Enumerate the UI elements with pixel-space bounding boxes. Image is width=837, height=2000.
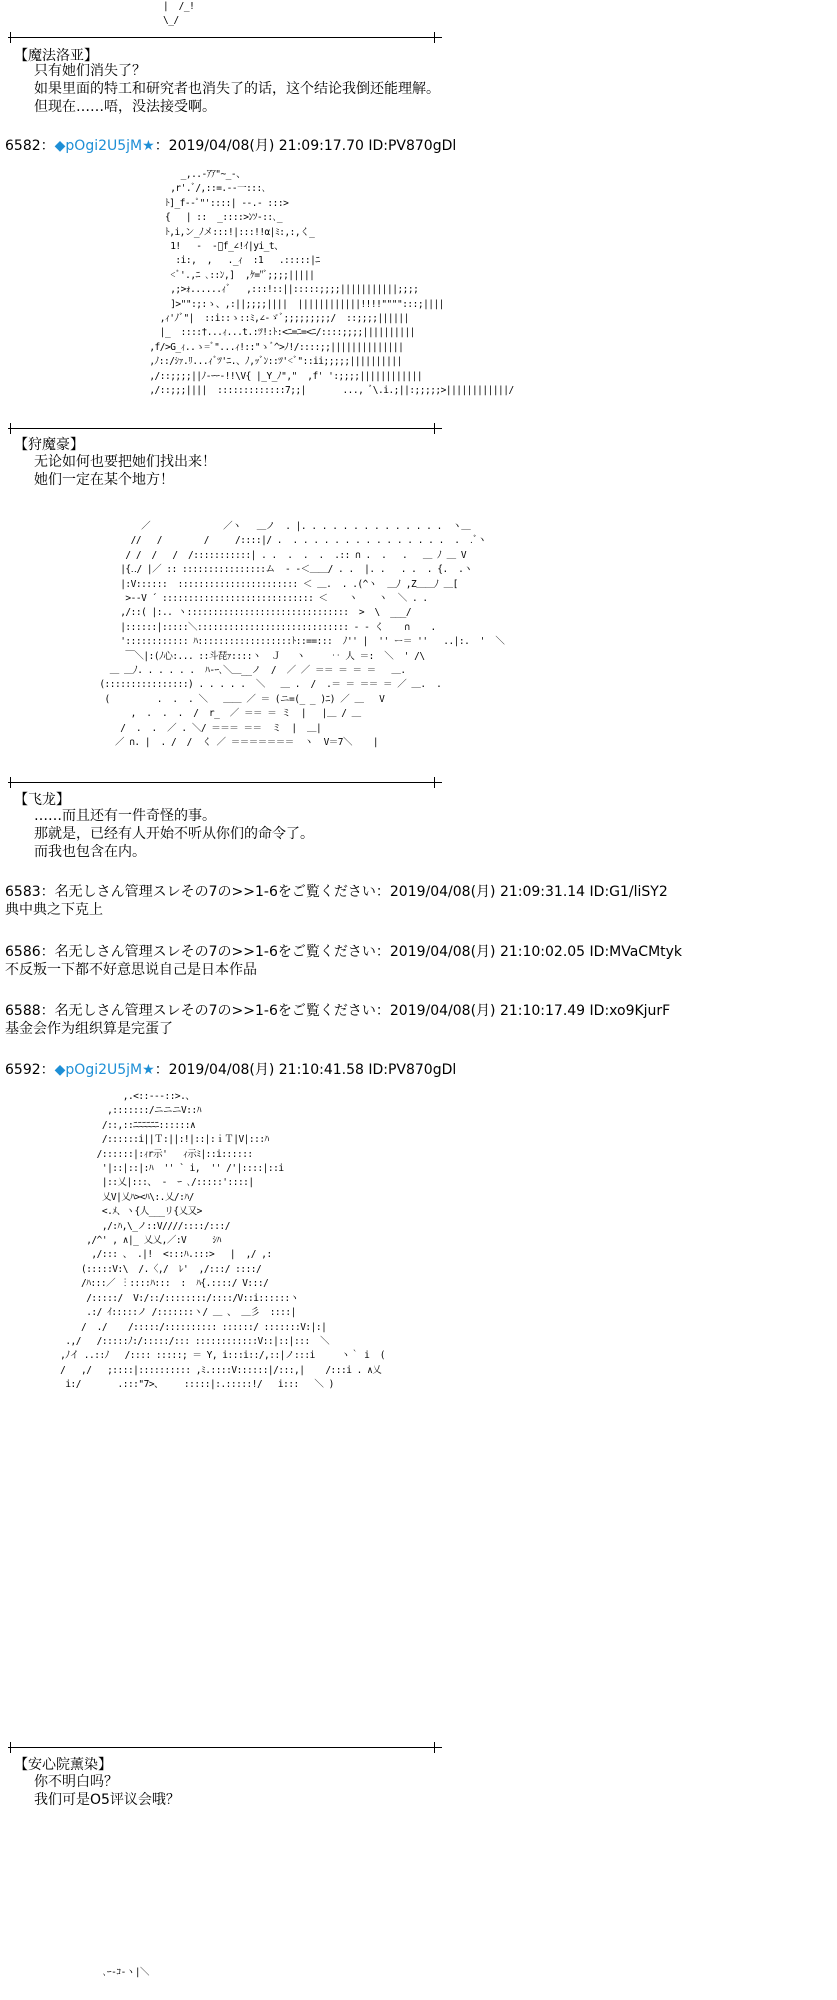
- post-header: 6592：◆pOgi2U5jM★：2019/04/08(月) 21:10:41.58 ID:PV870gDl: [5, 1062, 457, 1078]
- separator-3-tick-left: [10, 777, 11, 788]
- tripcode-link[interactable]: ◆pOgi2U5jM: [54, 1062, 143, 1078]
- star-icon: ★: [142, 138, 155, 154]
- separator-2-tick-right: [434, 423, 435, 434]
- separator-4-tick-right: [434, 1742, 435, 1753]
- ascii-art-1: _,..-ｱｱ"~_-、 ,r'.ﾞ/,::=.-‐一:::､ ﾄ]_f-‐ﾟ"'::::| ‐-.‐ :::> { | :: _::::>ﾝｿ-::､_ ﾄ,i,ン_ﾉメ:::!|:::!!α|ﾐ:,:,く_ 1! ‐ -ﾞf_∠!ｲ|yi_t、 :i:, , ._ｨ :1 .:::::|ﾆ <ﾞ'.,ﾆ ､::ﾝ,] ,ｹ="ﾞ;;;;||||| ,;>ｫ......ｨﾞ ,:::!::||:::::;;;;|||||||||||;;;; ]>"":;:ゝ、,:||;;;;|||| ||||||||||||!!!!"""":::;|||| ,ｨ'ﾉﾞ"| ::i::ゝ::ﾐ,∠-ゞﾞ;;;;;;;;;/ ::;;;;|||||| |_ ::::†...ｨ...t.:ﾂ!:ﾄ:<ﾆ=ﾆ=<ﾆ/::::;;;;|||||||||| ,f/>G_ｨ..ゝ=ﾞ"...ｨ!::"ゝﾞ^>ﾉ!/::::;;|||||||||||||| ,ﾉ::/ｼｧ.ﾘ...ｨﾞﾂ'ﾆ.、ﾉ,ｯﾞﾝ::ﾂ'<ﾞ"::ii;;;;;|||||||||| ,/::;;;;||ﾉ-ｰｰ-!!\V{ |_Y_ﾉ"," ,f' ':;;;;|||||||||||| ,/::;;;|||| :::::::::::::7;;| ..., ﾞ\.i.;||:;;;;;>||||||||||||/: [149, 169, 514, 397]
- dialogue-line: 只有她们消失了？: [34, 63, 146, 79]
- post-body: 典中典之下克上: [5, 902, 103, 918]
- speaker-tag: 【飞龙】: [14, 792, 70, 808]
- dialogue-line: 如果里面的特工和研究者也消失了的话，这个结论我倒还能理解。: [34, 81, 440, 97]
- ascii-art-3: ,.<::‐‐‐::>.、 ,:::::::/ニニニV::ﾊ /::,::ﾆﾆﾆﾆﾆﾆ::::::∧ /::::::i||Ｔ:||:!|::|:ｉＴ|V|:::ﾊ /::::::|:ｨr示' ｨ示ﾐ|::i:::::: '|::|::|:ﾊ '' ` i, '' /'|::::|::i |::乂|:::、 ‐ ｰ ､/:::::'::::| 乂V|乂ﾊ><ﾊ\:.乂/:ﾊ/ <.ﾒ、ヽ{人___リ{乂又> ,/:ﾊ,\_ノ::V////::::/:::/ ,/^' , ∧|_ 乂乂,／:V ｼﾊ ,/::: 、 .|! <:::ﾊ.:::> | ,/ ,: (:::::V:\ /.〈,/ ﾚ' ,/:::/ ::::/ /ﾊ:::／ ︙::::ﾊ::: : ﾊ{.::::/ V:::/ /:::::/ V:/::/::::::::/::::/V::i::::::ヽ .:/ ｲ:::::ノ /:::::::ヽ/ ＿ 、 ＿彡 ::::| / ./ /:::::/:::::::::: ::::::/ :::::::V:|:| .,/ /:::::ﾉ:/:::::/::: ::::::::::::V::|::|::: ＼ ,ﾉイ ..::ﾉ /:::: :::::; ＝ Y, i:::i::/,::|ノ:::i ヽ｀ i ( / ,/ ;::::|:::::::::: ,ﾐ.::::V::::::|/:::,| /:::i . ∧乂 i:/ .:::"7>、 :::::|:.:::::!/ i::: ＼ ): [60, 1091, 386, 1391]
- separator-3: [8, 782, 442, 783]
- dialogue-line: 但现在……唔，没法接受啊。: [34, 99, 216, 115]
- speaker-tag: 【狩魔豪】: [14, 437, 84, 453]
- dialogue-line: 那就是，已经有人开始不听从你们的命令了。: [34, 826, 314, 842]
- separator-3-tick-right: [434, 777, 435, 788]
- separator-1-tick-right: [434, 32, 435, 43]
- separator-2-tick-left: [10, 423, 11, 434]
- separator-4-tick-left: [10, 1742, 11, 1753]
- dialogue-line: 而我也包含在内。: [34, 844, 146, 860]
- dialogue-line: 无论如何也要把她们找出来！: [34, 454, 216, 470]
- top-ascii-fragment: | /_! \_/: [163, 1, 195, 27]
- star-icon: ★: [142, 1062, 155, 1078]
- dialogue-line: 她们一定在某个地方！: [34, 472, 174, 488]
- speaker-tag: 【安心院薰染】: [14, 1757, 112, 1773]
- speaker-tag: 【魔法洛亚】: [14, 48, 98, 64]
- tripcode-link[interactable]: ◆pOgi2U5jM: [54, 138, 143, 154]
- post-header: 6583：名无しさん管理スレその7の>>1-6をご覧ください：2019/04/08(月) 21:09:31.14 ID:G1/liSY2: [5, 884, 668, 900]
- dialogue-line: ……而且还有一件奇怪的事。: [34, 808, 216, 824]
- dialogue-line: 你不明白吗？: [34, 1774, 118, 1790]
- ascii-art-2: ／ ／ヽ ＿ノ . |. . . . . . . . . . . . . . ヽ＿ // / / /::::|/ . . . . . . . . . . . . . . . . . .ﾞヽ / / / / /:::::::::::| . . . . . .:: ∩ . . . ＿ ﾉ ＿ V |{‥/ |／ :: ::::::::::::::::ム ‐ -＜＿＿/ . . |. . . . . {. .ヽ |:V:::::: ::::::::::::::::::::::: ＜ ＿. . .(^ヽ ＿ﾉ ,Z＿＿ﾉ ＿[ >‐‐V ´ ::::::::::::::::::::::::::::: ＜ ヽ ヽ ＼ . . ,/::( |:.. ヽ::::::::::::::::::::::::::::::: > \ ___/ |::::::|:::::＼::::::::::::::::::::::::::::: ‐ ‐ く ∩ . ':::::::::::: ﾊ::::::::::::::::::ﾄ::==::: ﾉ'' | '' ー＝ '' ..|:. ' ＼ ￣＼|:(ﾉ心:... ::斗琵ｧ::::ヽ Ｊ ヽ ‥ 人 ＝: ＼ ' /\ ＿ ＿ﾉ. . . . . . ﾊ-ｰ､＼＿__ノ / ／ ／ ＝＝ ＝ ＝ ＝ ＿. (::::::::::::::::) . . . . . ＼ ＿ . / .＝ ＝ ＝＝ ＝ ／ ＿. . ( . . . ＼ ＿＿ ／ ＝ (ニ=(_ _ )ﾆ) ／ ＿ V , . . . / r_ ／ ＝＝ ＝ ミ | |＿ / ＿ / . . ／ . ＼/ ＝＝＝ ＝＝ ミ | ＿| ／ ∩. | . / / く ／ ＝＝＝＝＝＝＝ ヽ V＝7＼ |: [99, 521, 505, 749]
- dialogue-line: 我们可是O5评议会哦？: [34, 1792, 180, 1808]
- post-header: 6586：名无しさん管理スレその7の>>1-6をご覧ください：2019/04/08(月) 21:10:02.05 ID:MVaCMtyk: [5, 944, 683, 960]
- ascii-art-4: ､ｰ-ｺ-ヽ|＼: [40, 1967, 150, 1978]
- post-header: 6582：◆pOgi2U5jM★：2019/04/08(月) 21:09:17.70 ID:PV870gDl: [5, 138, 457, 154]
- separator-1-tick-left: [10, 32, 11, 43]
- post-header: 6588：名无しさん管理スレその7の>>1-6をご覧ください：2019/04/08(月) 21:10:17.49 ID:xo9KjurF: [5, 1003, 671, 1019]
- post-body: 基金会作为组织算是完蛋了: [5, 1021, 173, 1037]
- separator-4: [8, 1747, 442, 1748]
- post-body: 不反叛一下都不好意思说自己是日本作品: [5, 962, 257, 978]
- separator-2: [8, 428, 442, 429]
- separator-1: [8, 37, 442, 38]
